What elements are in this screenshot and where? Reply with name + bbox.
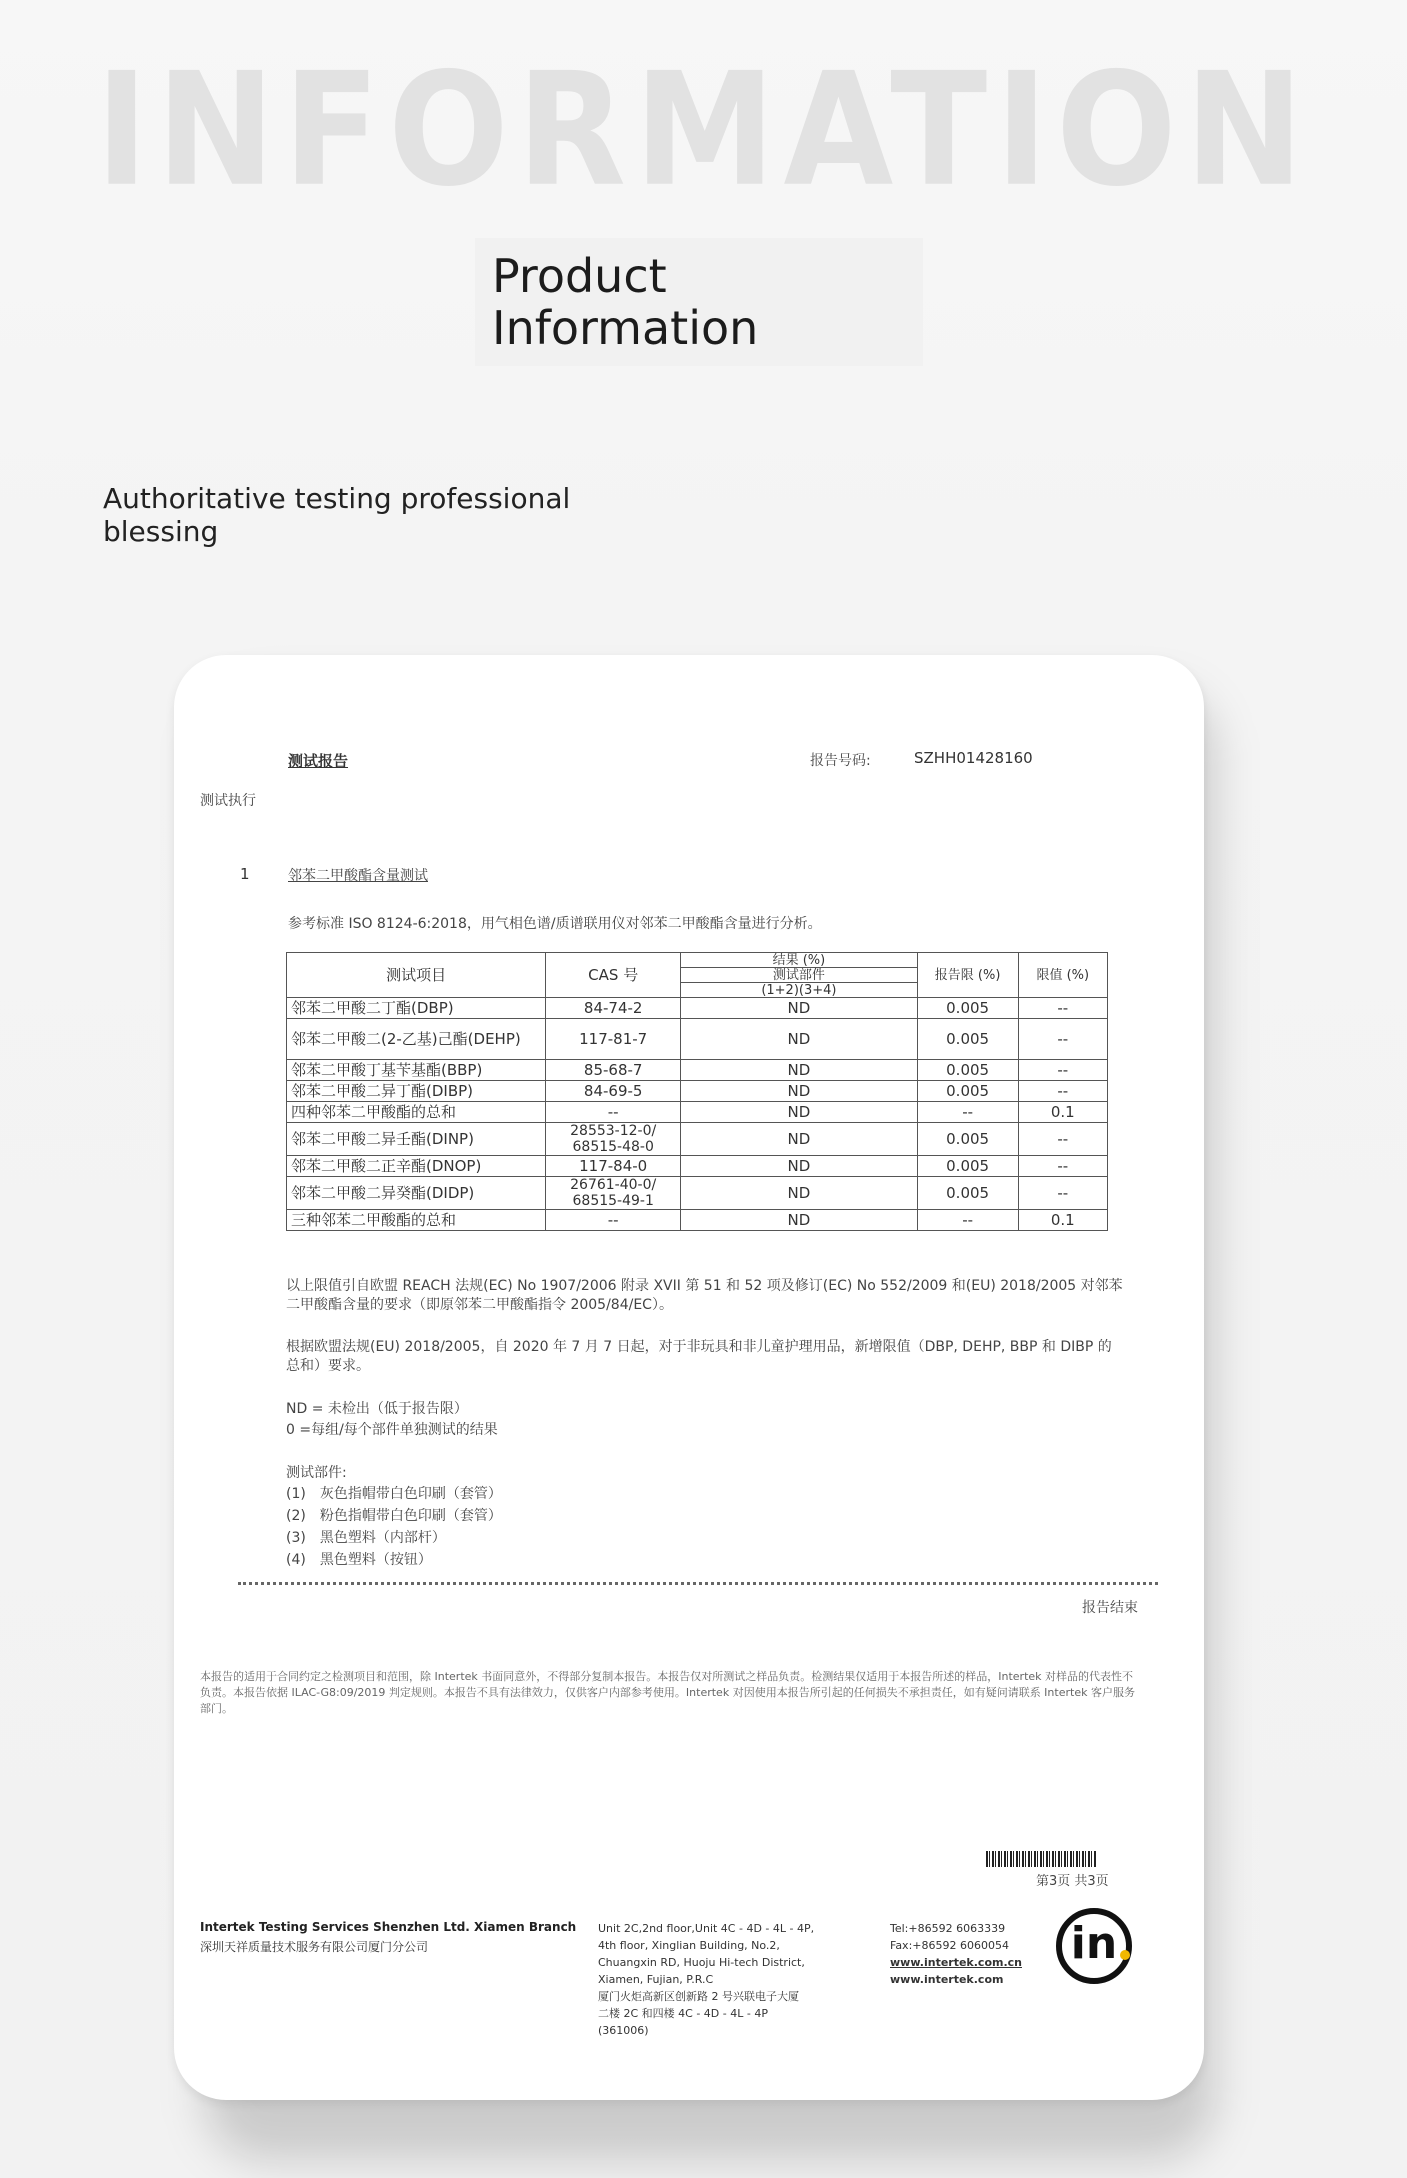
table-cell: ND xyxy=(681,1156,918,1177)
end-of-report: 报告结束 xyxy=(1082,1600,1138,1616)
table-row xyxy=(287,1081,1108,1102)
table-cell: 84-69-5 xyxy=(546,1081,681,1102)
address-line: 二楼 2C 和四楼 4C - 4D - 4L - 4P xyxy=(598,2007,768,2020)
col-header-result: 结果 (%) xyxy=(681,953,918,968)
address-line: (361006) xyxy=(598,2024,649,2037)
intertek-logo-icon xyxy=(1056,1908,1132,1984)
table-cell: ND xyxy=(681,1123,918,1156)
table-cell: 84-74-2 xyxy=(546,998,681,1019)
logo-letters: in xyxy=(1070,1918,1118,1969)
part-item: (1) 灰色指帽带白色印刷（套管） xyxy=(286,1486,502,1502)
page-number: 第3页 共3页 xyxy=(1036,1874,1109,1889)
watermark-heading: INFORMATION xyxy=(95,39,1312,222)
zero-definition: 0 =每组/每个部件单独测试的结果 xyxy=(286,1422,498,1438)
company-contacts xyxy=(890,1920,1022,1988)
reference-standard: 参考标准 ISO 8124-6:2018，用气相色谱/质谱联用仪对邻苯二甲酸酯含量进行分析。 xyxy=(288,916,822,932)
table-cell: ND xyxy=(681,1102,918,1123)
table-cell: ND xyxy=(681,1019,918,1060)
address-line: Xiamen, Fujian, P.R.C xyxy=(598,1973,714,1986)
table-cell: -- xyxy=(1018,1019,1107,1060)
nd-definition: ND = 未检出（低于报告限） xyxy=(286,1401,468,1417)
table-cell: 邻苯二甲酸二(2-乙基)己酯(DEHP) xyxy=(287,1019,546,1060)
report-title: 测试报告 xyxy=(288,752,349,770)
table-cell: -- xyxy=(1018,998,1107,1019)
table-cell: 四种邻苯二甲酸酯的总和 xyxy=(287,1102,546,1123)
table-cell: -- xyxy=(1018,1177,1107,1210)
section-number: 1 xyxy=(240,865,250,883)
table-cell: 0.1 xyxy=(1018,1102,1107,1123)
table-cell: ND xyxy=(681,1060,918,1081)
table-cell: 邻苯二甲酸二丁酯(DBP) xyxy=(287,998,546,1019)
table-row xyxy=(287,1060,1108,1081)
address-line: 4th floor, Xinglian Building, No.2, xyxy=(598,1939,780,1952)
table-cell: -- xyxy=(1018,1060,1107,1081)
col-header-limit: 限值 (%) xyxy=(1018,953,1107,998)
table-cell: 0.005 xyxy=(917,1156,1018,1177)
address-line: 厦门火炬高新区创新路 2 号兴联电子大厦 xyxy=(598,1990,799,2003)
report-number-label: 报告号码: xyxy=(810,753,871,769)
legal-disclaimer: 本报告的适用于合同约定之检测项目和范围，除 Intertek 书面同意外，不得部分复制本报告。本报告仅对所测试之样品负责。检测结果仅适用于本报告所述的样品，Intertek 对样品的代表性不负责。本报告依据 ILAC-G8:09/2019 判定规则。本报告不具有法律效力，仅供客户内部参考使用。Intertek 对因使用本报告所引起的任何损失不承担责任，如有疑问请联系 Intertek 客户服务部门。 xyxy=(200,1670,1135,1715)
part-item: (4) 黑色塑料（按钮） xyxy=(286,1552,432,1568)
table-cell: 28553-12-0/ 68515-48-0 xyxy=(546,1123,681,1156)
table-cell: 邻苯二甲酸二异壬酯(DINP) xyxy=(287,1123,546,1156)
table-row xyxy=(287,1177,1108,1210)
address-line: Chuangxin RD, Huoju Hi-tech District, xyxy=(598,1956,805,1969)
table-cell: -- xyxy=(1018,1123,1107,1156)
regulation-note-2: 根据欧盟法规(EU) 2018/2005，自 2020 年 7 月 7 日起，对于非玩具和非儿童护理用品，新增限值（DBP, DEHP, BBP 和 DIBP 的总和）要求。 xyxy=(286,1339,1112,1374)
table-row xyxy=(287,1156,1108,1177)
table-cell: 0.005 xyxy=(917,1060,1018,1081)
table-cell: 0.005 xyxy=(917,1177,1018,1210)
dotted-divider xyxy=(238,1582,1158,1585)
part-item: (3) 黑色塑料（内部杆） xyxy=(286,1530,446,1546)
col-header-parts-group: (1+2)(3+4) xyxy=(681,983,918,998)
table-cell: 85-68-7 xyxy=(546,1060,681,1081)
table-cell: -- xyxy=(917,1102,1018,1123)
table-cell: 0.005 xyxy=(917,1081,1018,1102)
report-number: SZHH01428160 xyxy=(914,749,1033,767)
table-cell: 26761-40-0/ 68515-49-1 xyxy=(546,1177,681,1210)
section-title: 邻苯二甲酸酯含量测试 xyxy=(288,868,428,884)
table-cell: -- xyxy=(546,1210,681,1231)
website-link: www.intertek.com xyxy=(890,1973,1004,1986)
table-cell: 邻苯二甲酸二异癸酯(DIDP) xyxy=(287,1177,546,1210)
table-cell: 0.005 xyxy=(917,1123,1018,1156)
table-row xyxy=(287,998,1108,1019)
table-cell: 117-84-0 xyxy=(546,1156,681,1177)
col-header-cas: CAS 号 xyxy=(546,953,681,998)
table-cell: 0.005 xyxy=(917,1019,1018,1060)
barcode xyxy=(986,1851,1096,1867)
table-row xyxy=(287,1102,1108,1123)
table-row xyxy=(287,1210,1108,1231)
table-cell: 三种邻苯二甲酸酯的总和 xyxy=(287,1210,546,1231)
table-cell: -- xyxy=(1018,1081,1107,1102)
company-name-en: Intertek Testing Services Shenzhen Ltd. Xiamen Branch xyxy=(200,1920,577,1934)
test-report-card xyxy=(174,655,1204,2100)
regulation-note: 以上限值引自欧盟 REACH 法规(EC) No 1907/2006 附录 XVII 第 51 和 52 项及修订(EC) No 552/2009 和(EU) 2018/2005 对邻苯二甲酸酯含量的要求（即原邻苯二甲酸酯指令 2005/84/EC）。 xyxy=(286,1278,1123,1313)
table-cell: ND xyxy=(681,998,918,1019)
contact-line: Fax:+86592 6060054 xyxy=(890,1939,1009,1952)
table-cell: ND xyxy=(681,1177,918,1210)
page-subtitle: Authoritative testing professional blessing xyxy=(103,482,571,548)
table-cell: 0.1 xyxy=(1018,1210,1107,1231)
page-title: Product Information xyxy=(492,249,759,355)
table-cell: ND xyxy=(681,1081,918,1102)
website-link: www.intertek.com.cn xyxy=(890,1956,1022,1969)
col-header-rl: 报告限 (%) xyxy=(917,953,1018,998)
table-cell: 117-81-7 xyxy=(546,1019,681,1060)
company-name-cn: 深圳天祥质量技术服务有限公司厦门分公司 xyxy=(200,1940,429,1954)
company-address xyxy=(598,1920,814,2039)
contact-line: Tel:+86592 6063339 xyxy=(890,1922,1006,1935)
table-cell: 邻苯二甲酸丁基苄基酯(BBP) xyxy=(287,1060,546,1081)
table-cell: ND xyxy=(681,1210,918,1231)
table-cell: -- xyxy=(1018,1156,1107,1177)
exec-label: 测试执行 xyxy=(200,793,256,809)
table-cell: 邻苯二甲酸二正辛酯(DNOP) xyxy=(287,1156,546,1177)
table-row xyxy=(287,1123,1108,1156)
table-cell: -- xyxy=(917,1210,1018,1231)
part-item: (2) 粉色指帽带白色印刷（套管） xyxy=(286,1508,502,1524)
address-line: Unit 2C,2nd floor,Unit 4C - 4D - 4L - 4P, xyxy=(598,1922,815,1935)
col-header-part: 测试部件 xyxy=(681,968,918,983)
phthalate-table xyxy=(286,952,1108,1231)
parts-label: 测试部件: xyxy=(286,1465,347,1481)
logo-dot xyxy=(1120,1950,1130,1960)
table-cell: 邻苯二甲酸二异丁酯(DIBP) xyxy=(287,1081,546,1102)
table-cell: -- xyxy=(546,1102,681,1123)
col-header-item: 测试项目 xyxy=(287,953,546,998)
table-cell: 0.005 xyxy=(917,998,1018,1019)
table-row xyxy=(287,1019,1108,1060)
